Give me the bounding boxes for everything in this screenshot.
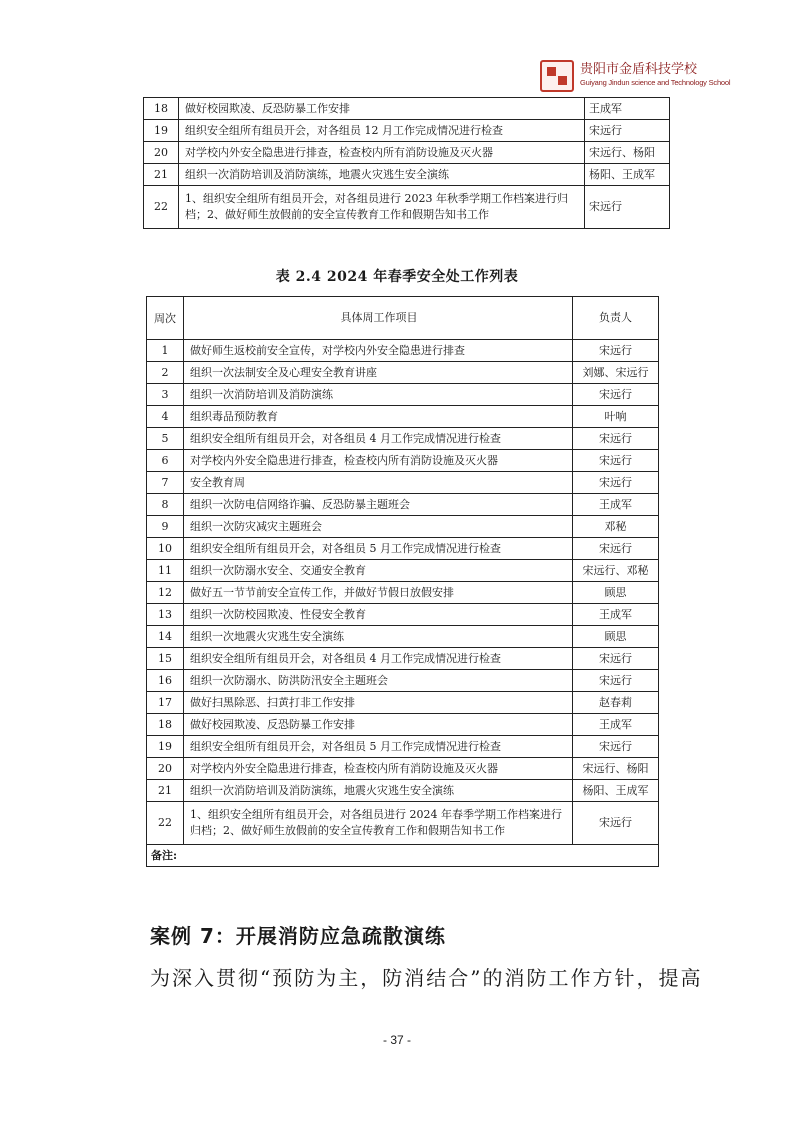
table-row	[147, 780, 659, 802]
week-cell: 19	[147, 736, 184, 758]
owner-cell: 顾思	[573, 626, 659, 648]
week-cell: 21	[144, 164, 179, 186]
table-row	[147, 516, 659, 538]
table-row	[144, 120, 670, 142]
owner-cell: 宋远行	[573, 450, 659, 472]
item-cell: 组织一次防溺水、防洪防汛安全主题班会	[184, 670, 573, 692]
owner-cell: 宋远行、邓秘	[573, 560, 659, 582]
item-cell: 组织一次防校园欺凌、性侵安全教育	[184, 604, 573, 626]
item-cell: 1、组织安全组所有组员开会，对各组员进行 2023 年秋季学期工作档案进行归档；2、做好师生放假前的安全宣传教育工作和假期告知书工作	[179, 186, 585, 229]
owner-cell: 宋远行、杨阳	[573, 758, 659, 780]
table-row	[144, 164, 670, 186]
owner-cell: 宋远行	[585, 186, 670, 229]
owner-cell: 刘娜、宋远行	[573, 362, 659, 384]
owner-cell: 王成军	[585, 98, 670, 120]
table-row	[147, 626, 659, 648]
item-cell: 组织毒品预防教育	[184, 406, 573, 428]
item-cell: 组织安全组所有组员开会，对各组员 4 月工作完成情况进行检查	[184, 648, 573, 670]
table-row	[147, 450, 659, 472]
table-row	[147, 538, 659, 560]
owner-cell: 宋远行	[573, 802, 659, 845]
owner-cell: 杨阳、王成军	[585, 164, 670, 186]
table-row	[147, 560, 659, 582]
remark-label: 备注:	[147, 845, 659, 867]
item-cell: 组织一次防灾减灾主题班会	[184, 516, 573, 538]
week-cell: 18	[144, 98, 179, 120]
owner-cell: 顾思	[573, 582, 659, 604]
week-cell: 9	[147, 516, 184, 538]
owner-cell: 宋远行	[573, 538, 659, 560]
table-row	[147, 472, 659, 494]
owner-cell: 宋远行	[573, 670, 659, 692]
school-name-en: Guiyang Jindun science and Technology School	[580, 78, 731, 87]
week-cell: 3	[147, 384, 184, 406]
week-cell: 14	[147, 626, 184, 648]
week-cell: 12	[147, 582, 184, 604]
item-cell: 组织安全组所有组员开会，对各组员 5 月工作完成情况进行检查	[184, 736, 573, 758]
owner-cell: 赵春莉	[573, 692, 659, 714]
owner-cell: 宋远行	[573, 384, 659, 406]
owner-cell: 宋远行	[573, 472, 659, 494]
table-row	[147, 604, 659, 626]
owner-cell: 宋远行	[573, 736, 659, 758]
owner-cell: 宋远行	[573, 340, 659, 362]
owner-cell: 宋远行	[585, 120, 670, 142]
item-cell: 组织一次地震火灾逃生安全演练	[184, 626, 573, 648]
table-continued	[143, 97, 670, 229]
table-row	[147, 648, 659, 670]
item-cell: 组织一次防电信网络诈骗、反恐防暴主题班会	[184, 494, 573, 516]
table-row	[144, 98, 670, 120]
week-cell: 21	[147, 780, 184, 802]
item-cell: 做好扫黑除恶、扫黄打非工作安排	[184, 692, 573, 714]
table-row	[147, 692, 659, 714]
owner-cell: 邓秘	[573, 516, 659, 538]
item-cell: 组织一次消防培训及消防演练	[184, 384, 573, 406]
item-cell: 做好五一节节前安全宣传工作，并做好节假日放假安排	[184, 582, 573, 604]
owner-cell: 宋远行	[573, 428, 659, 450]
section-heading: 案例 7：开展消防应急疏散演练	[150, 924, 446, 948]
item-cell: 组织一次法制安全及心理安全教育讲座	[184, 362, 573, 384]
week-cell: 13	[147, 604, 184, 626]
table-spring-2024	[146, 296, 659, 867]
week-cell: 8	[147, 494, 184, 516]
item-cell: 安全教育周	[184, 472, 573, 494]
owner-cell: 王成军	[573, 494, 659, 516]
item-cell: 做好师生返校前安全宣传，对学校内外安全隐患进行排查	[184, 340, 573, 362]
owner-cell: 宋远行、杨阳	[585, 142, 670, 164]
table-row	[144, 186, 670, 229]
owner-cell: 王成军	[573, 714, 659, 736]
table-row	[147, 384, 659, 406]
school-header	[540, 58, 740, 94]
week-cell: 19	[144, 120, 179, 142]
table-row	[147, 406, 659, 428]
header-owner: 负责人	[573, 297, 659, 340]
section-paragraph: 为深入贯彻“预防为主，防消结合”的消防工作方针，提高	[150, 966, 703, 990]
owner-cell: 王成军	[573, 604, 659, 626]
week-cell: 10	[147, 538, 184, 560]
table-row	[147, 582, 659, 604]
week-cell: 18	[147, 714, 184, 736]
owner-cell: 叶响	[573, 406, 659, 428]
item-cell: 对学校内外安全隐患进行排查，检查校内所有消防设施及灭火器	[184, 758, 573, 780]
table-row	[147, 802, 659, 845]
week-cell: 17	[147, 692, 184, 714]
table-row	[147, 714, 659, 736]
table-row	[147, 428, 659, 450]
table-row	[147, 362, 659, 384]
remark-row	[147, 845, 659, 867]
table-row	[147, 758, 659, 780]
week-cell: 4	[147, 406, 184, 428]
owner-cell: 杨阳、王成军	[573, 780, 659, 802]
week-cell: 1	[147, 340, 184, 362]
item-cell: 对学校内外安全隐患进行排查，检查校内所有消防设施及灭火器	[184, 450, 573, 472]
table-row	[147, 340, 659, 362]
table-row	[147, 736, 659, 758]
week-cell: 16	[147, 670, 184, 692]
item-cell: 组织安全组所有组员开会，对各组员 12 月工作完成情况进行检查	[179, 120, 585, 142]
item-cell: 做好校园欺凌、反恐防暴工作安排	[184, 714, 573, 736]
page-number: - 37 -	[382, 1033, 411, 1047]
item-cell: 组织一次防溺水安全、交通安全教育	[184, 560, 573, 582]
item-cell: 组织一次消防培训及消防演练，地震火灾逃生安全演练	[184, 780, 573, 802]
item-cell: 组织安全组所有组员开会，对各组员 5 月工作完成情况进行检查	[184, 538, 573, 560]
week-cell: 15	[147, 648, 184, 670]
week-cell: 22	[147, 802, 184, 845]
table-caption: 表 2.4 2024 年春季安全处工作列表	[275, 269, 519, 285]
item-cell: 1、组织安全组所有组员开会，对各组员进行 2024 年春季学期工作档案进行归档；2、做好师生放假前的安全宣传教育工作和假期告知书工作	[184, 802, 573, 845]
item-cell: 组织一次消防培训及消防演练，地震火灾逃生安全演练	[179, 164, 585, 186]
table-row	[147, 494, 659, 516]
week-cell: 7	[147, 472, 184, 494]
item-cell: 组织安全组所有组员开会，对各组员 4 月工作完成情况进行检查	[184, 428, 573, 450]
week-cell: 6	[147, 450, 184, 472]
item-cell: 做好校园欺凌、反恐防暴工作安排	[179, 98, 585, 120]
header-item: 具体周工作项目	[184, 297, 573, 340]
table-row	[144, 142, 670, 164]
school-logo-icon	[540, 60, 574, 92]
week-cell: 2	[147, 362, 184, 384]
school-name-cn: 贵阳市金盾科技学校	[580, 62, 698, 77]
table-header-row	[147, 297, 659, 340]
item-cell: 对学校内外安全隐患进行排查，检查校内所有消防设施及灭火器	[179, 142, 585, 164]
week-cell: 11	[147, 560, 184, 582]
owner-cell: 宋远行	[573, 648, 659, 670]
week-cell: 5	[147, 428, 184, 450]
week-cell: 22	[144, 186, 179, 229]
table-row	[147, 670, 659, 692]
week-cell: 20	[144, 142, 179, 164]
header-week: 周次	[147, 297, 184, 340]
week-cell: 20	[147, 758, 184, 780]
